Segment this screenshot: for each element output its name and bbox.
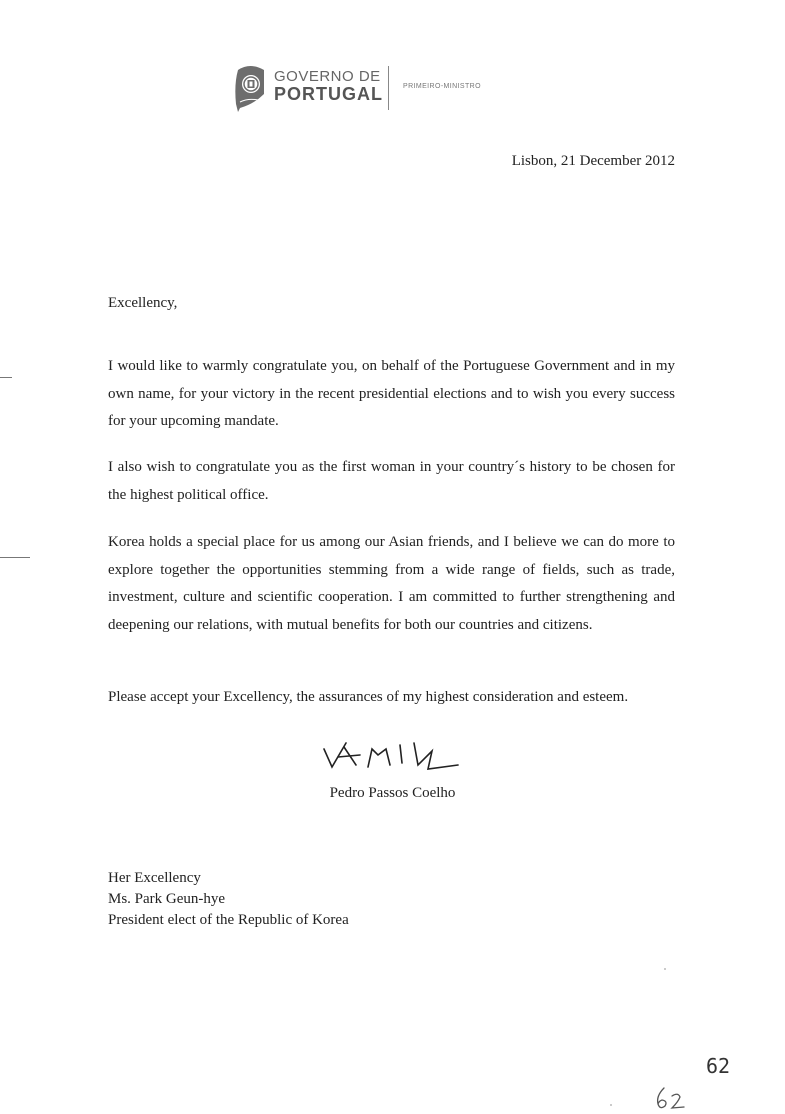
margin-mark-top: [0, 377, 12, 378]
recipient-block: [108, 868, 349, 931]
portugal-government-emblem-icon: [232, 64, 268, 112]
handwritten-page-number: [652, 1084, 696, 1112]
scan-speck: [664, 968, 666, 970]
letterhead-line1: GOVERNO DE: [274, 68, 381, 85]
scan-speck: [610, 1104, 612, 1106]
letterhead-office: PRIMEIRO-MINISTRO: [403, 83, 481, 90]
recipient-line-1: Her Excellency: [108, 870, 201, 886]
recipient-line-2: Ms. Park Geun-hye: [108, 891, 226, 907]
paragraph-2: I also wish to congratulate you as the first woman in your country´s history to be chosen for the highest political office.: [108, 459, 675, 503]
page-number: 62: [706, 1054, 731, 1078]
paragraph-1: I would like to warmly congratulate you, on behalf of the Portuguese Government and in my own name, for your victory in the recent presidential elections and to wish you every success for your upcoming mandate.: [108, 358, 675, 429]
handwritten-signature: [320, 735, 470, 775]
letter-date: Lisbon, 21 December 2012: [511, 153, 675, 169]
recipient-line-3: President elect of the Republic of Korea: [108, 912, 349, 928]
signer-name-text: Pedro Passos Coelho: [329, 785, 456, 801]
paragraph-3: Korea holds a special place for us among our Asian friends, and I believe we can do more to explore together the opportunities stemming from a wide range of fields, such as trade, investment, culture and scientific cooperation. I am committed to further strengthening and deepening our relations, with mutual benefits for both our countries and citizens.: [108, 534, 675, 633]
letterhead-line2: PORTUGAL: [274, 84, 383, 104]
letterhead-divider: [388, 66, 389, 110]
paragraph-4: Please accept your Excellency, the assurances of my highest consideration and esteem.: [108, 689, 629, 705]
signer-name: [0, 785, 785, 802]
salutation: Excellency,: [108, 295, 178, 311]
letterhead: [230, 62, 500, 112]
margin-mark-middle: [0, 557, 30, 558]
